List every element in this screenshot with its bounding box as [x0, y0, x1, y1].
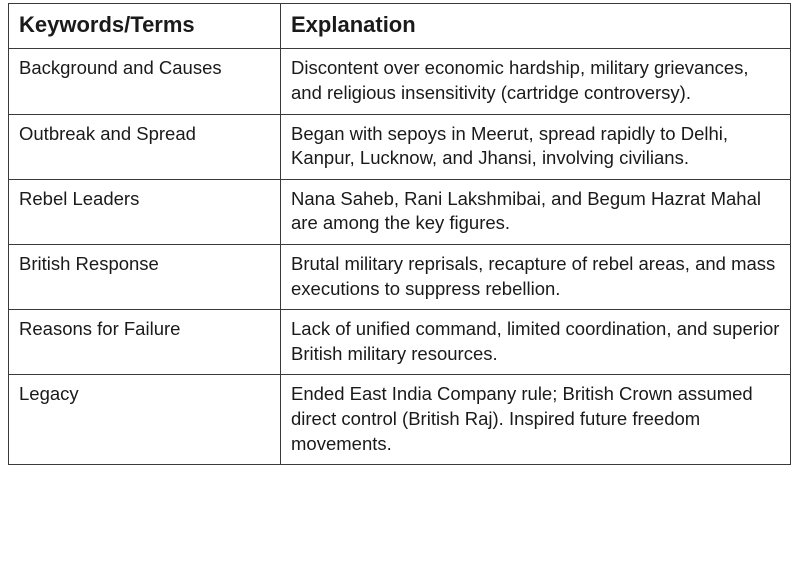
- table-row: [9, 310, 791, 375]
- table-header-row: [9, 4, 791, 49]
- keywords-explanation-table: [8, 3, 791, 465]
- row-explanation: Brutal military reprisals, recapture of rebel areas, and mass executions to suppress rebellion.: [281, 244, 791, 309]
- column-header-explanation: Explanation: [281, 4, 791, 49]
- row-term: Reasons for Failure: [9, 310, 281, 375]
- row-explanation: Ended East India Company rule; British Crown assumed direct control (British Raj). Inspired future freedom movements.: [281, 375, 791, 465]
- table-row: [9, 49, 791, 114]
- table-row: [9, 179, 791, 244]
- row-term: Outbreak and Spread: [9, 114, 281, 179]
- row-explanation: Began with sepoys in Meerut, spread rapidly to Delhi, Kanpur, Lucknow, and Jhansi, involving civilians.: [281, 114, 791, 179]
- row-explanation: Discontent over economic hardship, military grievances, and religious insensitivity (cartridge controversy).: [281, 49, 791, 114]
- row-term: Legacy: [9, 375, 281, 465]
- row-term: Background and Causes: [9, 49, 281, 114]
- row-term: Rebel Leaders: [9, 179, 281, 244]
- table-row: [9, 244, 791, 309]
- table-header: [9, 4, 791, 49]
- row-explanation: Nana Saheb, Rani Lakshmibai, and Begum Hazrat Mahal are among the key figures.: [281, 179, 791, 244]
- row-term: British Response: [9, 244, 281, 309]
- row-explanation: Lack of unified command, limited coordination, and superior British military resources.: [281, 310, 791, 375]
- table-row: [9, 375, 791, 465]
- table-body: [9, 49, 791, 465]
- column-header-keywords: Keywords/Terms: [9, 4, 281, 49]
- table-row: [9, 114, 791, 179]
